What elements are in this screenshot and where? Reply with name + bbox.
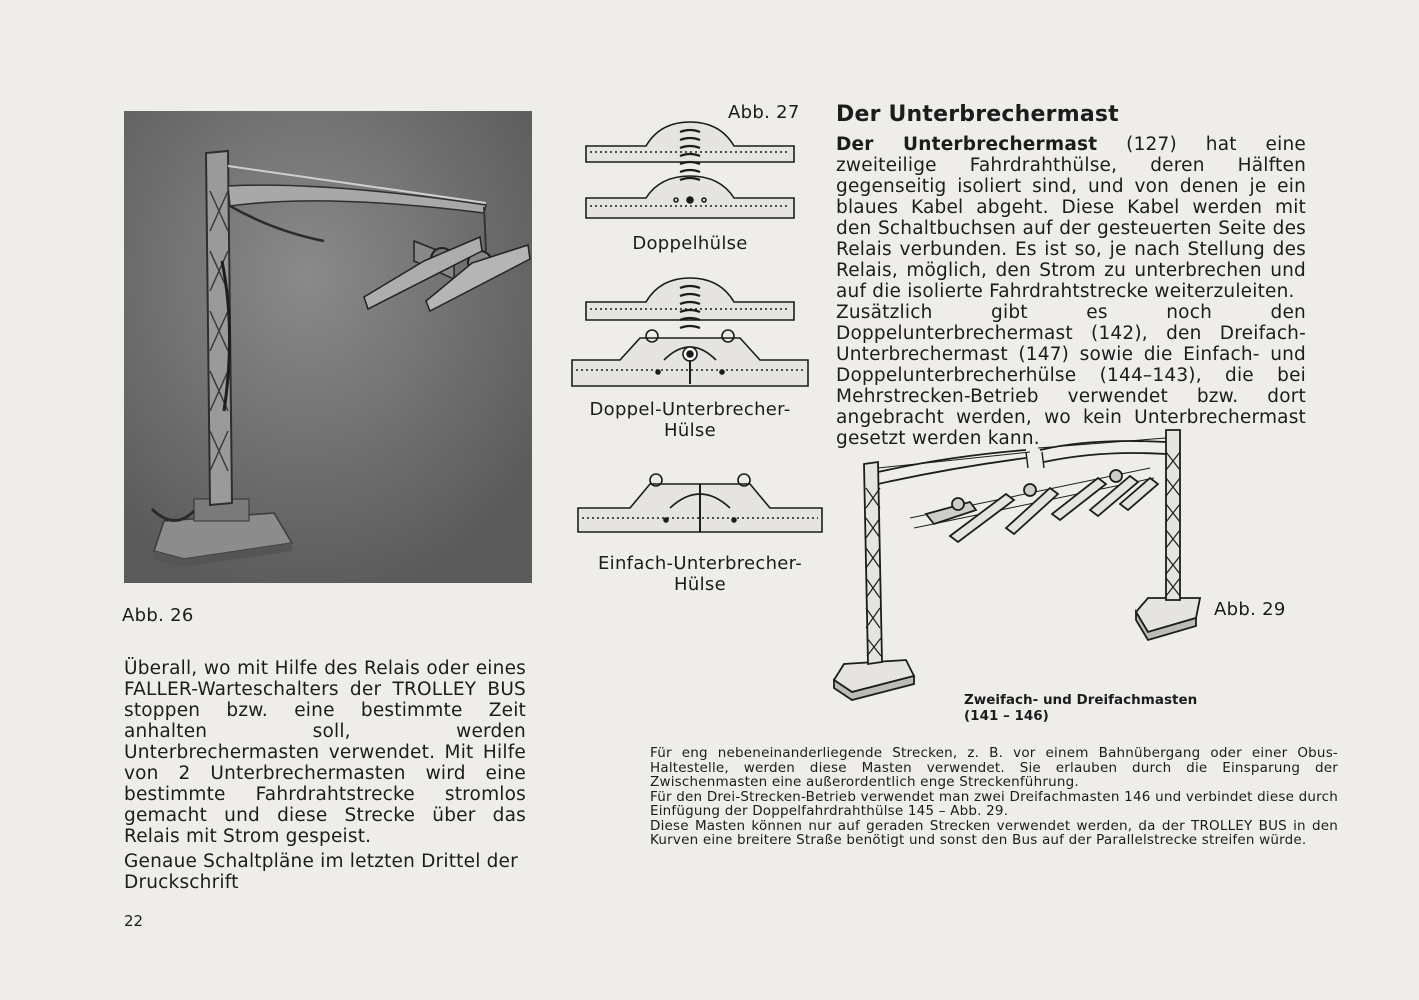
left-paragraph-1: Überall, wo mit Hilfe des Relais oder eines FALLER-Warteschalters der TROLLEY BUS stoppen bzw. eine bestimmte Zeit anhalten soll, werden Unterbrechermasten verwendet. Mit Hilfe von 2 Unterbrechermasten wird eine bestimmte Fahrdrahtstrecke stromlos gemacht und diese Strecke über das Relais mit Strom gespeist. — [124, 658, 526, 847]
label-doppel-unterbrecher — [570, 399, 810, 441]
left-paragraph-2: Genaue Schaltpläne im letzten Drittel der Druckschrift — [124, 851, 518, 893]
label-einfach-unterbrecher-line2: Hülse — [674, 574, 726, 595]
unterbrechermast-photo-icon — [124, 111, 532, 583]
label-doppelhuelse: Doppelhülse — [632, 233, 748, 254]
right-paragraph-1-rest: (127) hat eine zweiteilige Fahrdrahthülse, deren Hälften gegenseitig isoliert sind, und von denen je ein blaues Kabel abgeht. Diese Kabel werden mit den Schaltbuchsen auf der gesteuerten Seite des Relais verbunden. Es ist so, je nach Stellung des Relais, möglich, den Strom zu unterbrechen und auf die isolierte Fahrdrahtstrecke weiterzuleiten. — [836, 134, 1306, 302]
right-text — [836, 134, 1306, 449]
right-paragraph-2: Zusätzlich gibt es noch den Doppelunterbrechermast (142), den Dreifach-Unterbrechermast (147) sowie die Einfach- und Doppelunterbrecherhülse (144–143), die bei Mehrstrecken-Betrieb verwendet bzw. dort angebracht werden, wo kein Unterbrechermast gesetzt werden kann. — [836, 302, 1306, 449]
fig29-caption: Abb. 29 — [1214, 599, 1286, 620]
fig26-photo — [124, 111, 532, 583]
section-heading: Der Unterbrechermast — [836, 102, 1119, 127]
page-number: 22 — [124, 912, 144, 930]
fig29-label-line1: Zweifach- und Dreifachmasten — [964, 692, 1198, 708]
right-lead-bold: Der Unterbrechermast — [836, 134, 1098, 155]
left-text — [124, 658, 526, 893]
label-doppel-unterbrecher-line2: Hülse — [664, 420, 716, 441]
fig27-caption: Abb. 27 — [728, 102, 800, 123]
doppelhuelse-drawing-icon — [580, 118, 800, 224]
fig29-label — [964, 692, 1197, 724]
fig26-caption: Abb. 26 — [122, 605, 194, 626]
small-text — [650, 746, 1338, 848]
label-doppel-unterbrecher-line1: Doppel-Unterbrecher- — [589, 399, 791, 420]
doppel-unterbrecher-huelse-drawing-icon — [570, 276, 810, 394]
fig29-label-line2: (141 – 146) — [964, 708, 1049, 724]
small-paragraph-3: Diese Masten können nur auf geraden Strecken verwendet werden, da der TROLLEY BUS in den Kurven eine breitere Straße benötigt und sonst den Bus auf der Parallelstrecke streifen würde. — [650, 817, 1338, 848]
right-paragraph-1 — [836, 134, 1306, 302]
fig29-masts-drawing-icon — [830, 428, 1202, 704]
small-paragraph-2: Für den Drei-Strecken-Betrieb verwendet man zwei Dreifachmasten 146 und verbindet diese durch Einfügung der Doppelfahrdrahthülse 145 – Abb. 29. — [650, 788, 1338, 819]
small-paragraph-1: Für eng nebeneinanderliegende Strecken, z. B. vor einem Bahnübergang oder einer Obus-Haltestelle, werden diese Masten verwendet. Sie erlauben durch die Einsparung der Zwischenmasten eine außerordentlich enge Streckenführung. — [650, 745, 1338, 790]
einfach-unterbrecher-huelse-drawing-icon — [574, 470, 826, 538]
label-einfach-unterbrecher — [574, 553, 826, 595]
label-einfach-unterbrecher-line1: Einfach-Unterbrecher- — [598, 553, 802, 574]
